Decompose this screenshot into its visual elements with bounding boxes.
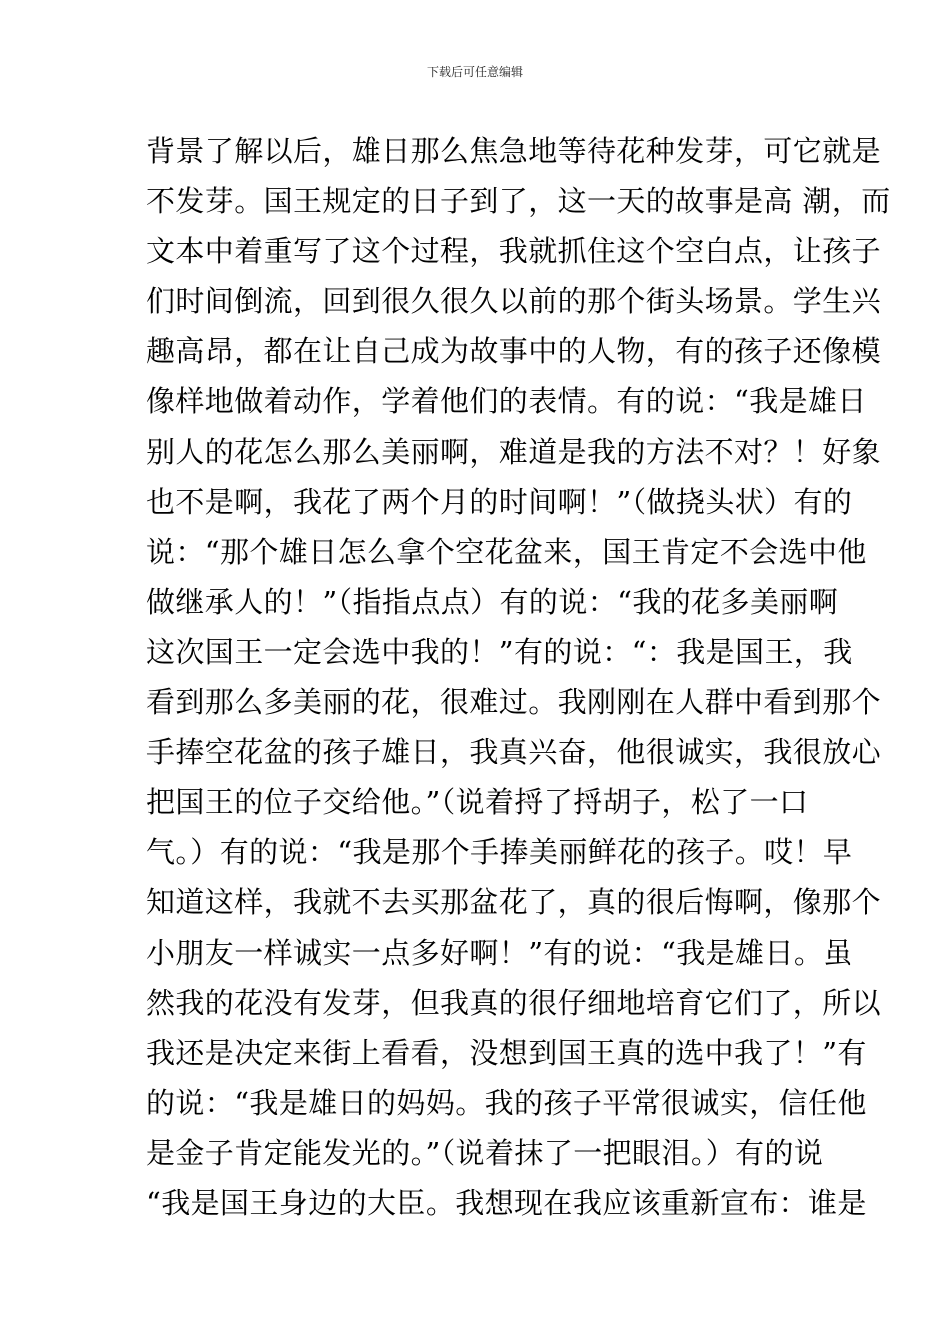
text-line: 像样地做着动作，学着他们的表情。有的说：“我是雄日 [146,384,867,419]
text-line: 文本中着重写了这个过程，我就抓住这个空白点，让孩子 [146,234,882,269]
text-line: 也不是啊，我花了两个月的时间啊！”（做挠头状）有的 [146,484,853,519]
text-line: 趣高昂，都在让自己成为故事中的人物，有的孩子还像模 [146,334,882,369]
text-line: 这次国王一定会选中我的！”有的说：“：我是国王，我 [146,634,853,669]
text-line: 背景了解以后，雄日那么焦急地等待花种发芽，可它就是 [146,134,882,168]
text-line: 我还是决定来街上看看，没想到国王真的选中我了！”有 [146,1035,867,1070]
text-line: 看到那么多美丽的花，很难过。我刚刚在人群中看到那个 [146,685,882,720]
text-line: 们时间倒流，回到很久很久以前的那个街头场景。学生兴 [146,284,882,319]
text-line: 小朋友一样诚实一点多好啊！”有的说：“我是雄日。虽 [146,935,853,970]
text-line: 别人的花怎么那么美丽啊，难道是我的方法不对？！好象 [146,434,882,469]
text-line: 做继承人的！”（指指点点）有的说：“我的花多美丽啊 [146,584,839,619]
page-header: 下载后可任意编辑 [426,65,523,79]
text-line: 把国王的位子交给他。”（说着捋了捋胡子，松了一口 [146,785,809,820]
text-line: 不发芽。国王规定的日子到了，这一天的故事是高 潮，而 [146,184,891,219]
text-line: 是金子肯定能发光的。”（说着抹了一把眼泪。）有的说 [146,1135,824,1170]
text-line: “我是国王身边的大臣。我想现在我应该重新宣布：谁是 [146,1185,867,1220]
body-text [146,126,891,1228]
text-line: 说：“那个雄日怎么拿个空花盆来，国王肯定不会选中他 [146,534,867,569]
text-line: 的说：“我是雄日的妈妈。我的孩子平常很诚实，信任他 [146,1085,867,1120]
text-line: 然我的花没有发芽，但我真的很仔细地培育它们了，所以 [146,985,882,1020]
text-line: 气。）有的说：“我是那个手捧美丽鲜花的孩子。哎！早 [146,835,853,870]
text-line: 知道这样，我就不去买那盆花了，真的很后悔啊，像那个 [146,885,882,920]
text-line: 手捧空花盆的孩子雄日，我真兴奋，他很诚实，我很放心 [146,735,882,770]
